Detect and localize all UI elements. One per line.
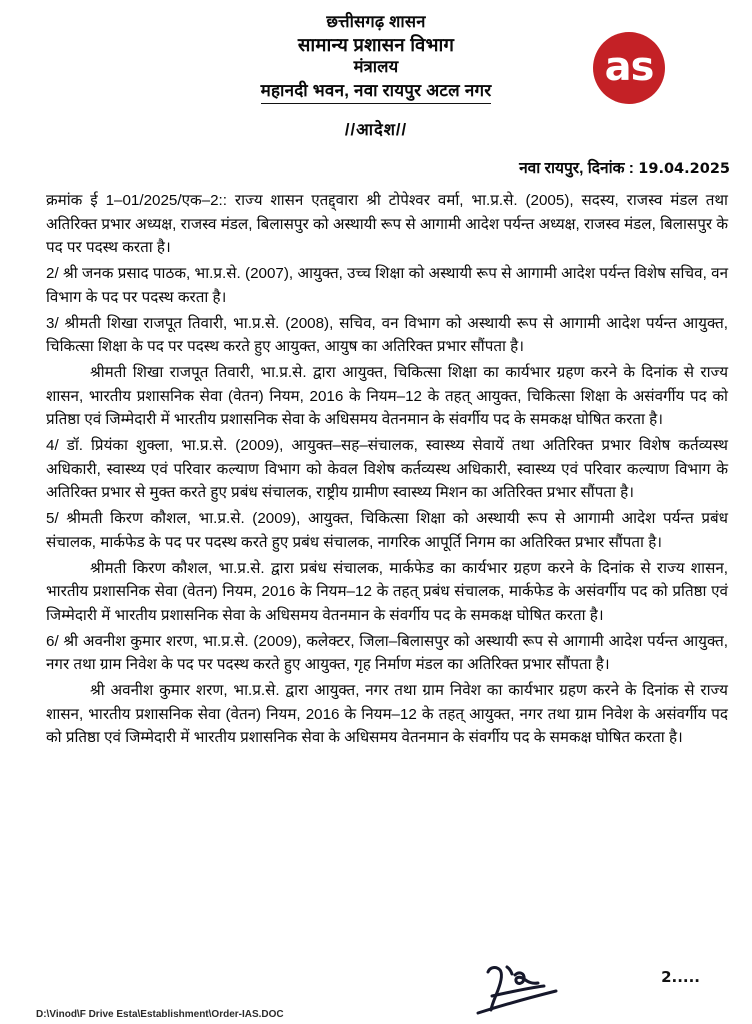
place-name: नवा रायपुर, (519, 160, 588, 178)
order-paragraph-1: क्रमांक ई 1–01/2025/एक–2:: राज्य शासन एतद्द्वारा श्री टोपेश्वर वर्मा, भा.प्र.से. (2005), सदस्य, राजस्व मंडल तथा अतिरिक्त प्रभार अध्यक्ष, राजस्व मंडल, बिलासपुर को अस्थायी रूप से आगामी आदेश पर्यन्त अध्यक्ष, राजस्व मंडल, बिलासपुर के पद पर पदस्थ करता है। (46, 192, 728, 257)
header-secretariat: मंत्रालय (353, 58, 399, 77)
order-paragraph-6: 6/ श्री अवनीश कुमार शरण, भा.प्र.से. (2009), कलेक्टर, जिला–बिलासपुर को अस्थायी रूप से आगामी आदेश पर्यन्त आयुक्त, नगर तथा ग्राम निवेश के पद पर पदस्थ करते हुए आयुक्त, गृह निर्माण मंडल का अतिरिक्त प्रभार सौंपता है। (46, 632, 728, 674)
source-file-path: D:\Vinod\F Drive Esta\Establishment\Order-IAS.DOC (36, 1009, 284, 1020)
order-paragraph-3-note: श्रीमती शिखा राजपूत तिवारी, भा.प्र.से. द्वारा आयुक्त, चिकित्सा शिक्षा का कार्यभार ग्रहण करने के दिनांक से राज्य शासन, भारतीय प्रशासनिक सेवा (वेतन) नियम, 2016 के नियम–12 के तहत् आयुक्त, चिकित्सा शिक्षा के असंवर्गीय पद को प्रतिष्ठा एवं जिम्मेदारी में भारतीय प्रशासनिक सेवा के अधिसमय वेतनमान के संवर्गीय पद के समकक्ष घोषित करता है। (46, 363, 728, 429)
order-paragraph-4: 4/ डॉ. प्रियंका शुक्ला, भा.प्र.से. (2009), आयुक्त–सह–संचालक, स्वास्थ्य सेवायें तथा अतिरिक्त प्रभार विशेष कर्तव्यस्थ अधिकारी, स्वास्थ्य एवं परिवार कल्याण विभाग को केवल विशेष कर्तव्यस्थ अधिकारी, स्वास्थ्य एवं परिवार कल्याण विभाग के अतिरिक्त प्रभार से मुक्त करते हुए प्रबंध संचालक, राष्ट्रीय ग्रामीण स्वास्थ्य मिशन का अतिरिक्त प्रभार सौंपता है। (46, 437, 728, 502)
header-state-name: छत्तीसगढ़ शासन (326, 13, 426, 31)
handwritten-signature (470, 956, 600, 1018)
header-address: महानदी भवन, नवा रायपुर अटल नगर (261, 80, 492, 104)
date-label: दिनांक : (587, 160, 639, 178)
as-logo-icon (593, 32, 665, 104)
place-date-line (0, 156, 752, 178)
order-paragraph-2: 2/ श्री जनक प्रसाद पाठक, भा.प्र.से. (2007), आयुक्त, उच्च शिक्षा को अस्थायी रूप से आगामी आदेश पर्यन्त विशेष सचिव, वन विभाग के पद पर पदस्थ करता है। (46, 265, 728, 306)
document-body (0, 189, 752, 750)
page-continuation-marker: 2..... (661, 968, 700, 986)
order-title: //आदेश// (344, 121, 408, 140)
order-paragraph-5-note: श्रीमती किरण कौशल, भा.प्र.से. द्वारा प्रबंध संचालक, मार्कफेड का कार्यभार ग्रहण करने के दिनांक से राज्य शासन, भारतीय प्रशासनिक सेवा (वेतन) नियम, 2016 के नियम–12 के तहत् प्रबंध संचालक, मार्कफेड के असंवर्गीय पद को प्रतिष्ठा एवं जिम्मेदारी में भारतीय प्रशासनिक सेवा के अधिसमय वेतनमान के संवर्गीय पद के समकक्ष घोषित करता है। (46, 559, 728, 624)
order-paragraph-6-note: श्री अवनीश कुमार शरण, भा.प्र.से. द्वारा आयुक्त, नगर तथा ग्राम निवेश का कार्यभार ग्रहण करने के दिनांक से राज्य शासन, भारतीय प्रशासनिक सेवा (वेतन) नियम, 2016 के नियम–12 के तहत् आयुक्त, नगर तथा ग्राम निवेश के असंवर्गीय पद को प्रतिष्ठा एवं जिम्मेदारी में भारतीय प्रशासनिक सेवा के अधिसमय वेतनमान के संवर्गीय पद के समकक्ष घोषित करता है। (46, 682, 728, 747)
order-paragraph-3: 3/ श्रीमती शिखा राजपूत तिवारी, भा.प्र.से. (2008), सचिव, वन विभाग को अस्थायी रूप से आगामी आदेश पर्यन्त आयुक्त, चिकित्सा शिक्षा के पद पर पदस्थ करते हुए आयुक्त, आयुष का अतिरिक्त प्रभार सौंपता है। (46, 314, 728, 356)
as-logo-text: as (604, 43, 654, 90)
order-paragraph-5: 5/ श्रीमती किरण कौशल, भा.प्र.से. (2009), आयुक्त, चिकित्सा शिक्षा को अस्थायी रूप से आगामी आदेश पर्यन्त प्रबंध संचालक, मार्कफेड के पद पर पदस्थ करते हुए प्रबंध संचालक, नागरिक आपूर्ति निगम का अतिरिक्त प्रभार सौंपता है। (46, 510, 728, 551)
header-department-name: सामान्य प्रशासन विभाग (297, 34, 455, 56)
date-value: 19.04.2025 (638, 161, 730, 178)
